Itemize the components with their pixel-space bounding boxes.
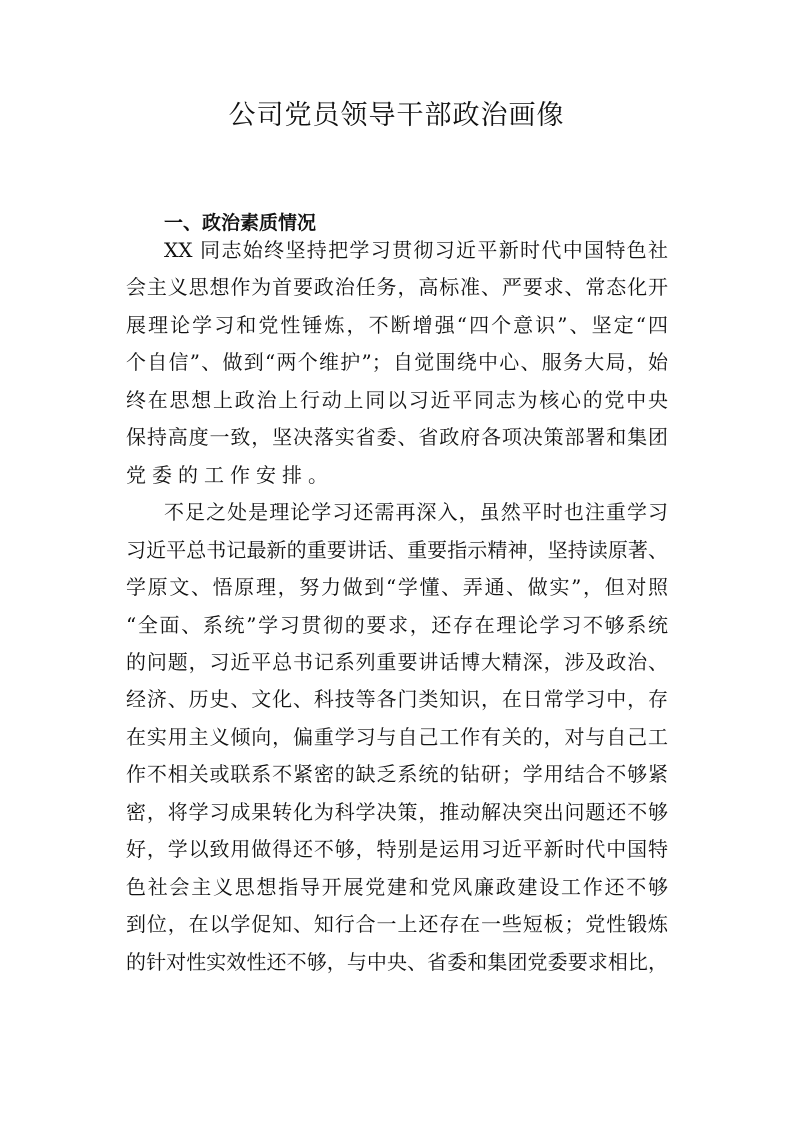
paragraph-line: 个自信”、做到“两个维护”；自觉围绕中心、服务大局，始 bbox=[126, 350, 668, 374]
paragraph-line: “全面、系统”学习贯彻的要求，还存在理论学习不够系统 bbox=[126, 613, 668, 637]
paragraph-line: 作不相关或联系不紧密的缺乏系统的钻研；学用结合不够紧 bbox=[126, 762, 668, 786]
paragraph-line: 密，将学习成果转化为科学决策，推动解决突出问题还不够 bbox=[126, 800, 668, 824]
paragraph-line: 到位，在以学促知、知行合一上还存在一些短板；党性锻炼 bbox=[126, 912, 668, 936]
paragraph-line: 不足之处是理论学习还需再深入，虽然平时也注重学习 bbox=[164, 500, 668, 524]
paragraph-line: 展理论学习和党性锤炼，不断增强“四个意识”、坚定“四 bbox=[126, 313, 668, 337]
paragraph-line: 的问题，习近平总书记系列重要讲话博大精深，涉及政治、 bbox=[126, 650, 668, 674]
paragraph-line: 会主义思想作为首要政治任务，高标准、严要求、常态化开 bbox=[126, 275, 668, 299]
paragraph-line: 党委的工作安排。 bbox=[126, 463, 334, 487]
section-heading: 一、政治素质情况 bbox=[164, 212, 317, 234]
paragraph-line: 学原文、悟原理，努力做到“学懂、弄通、做实”，但对照 bbox=[126, 575, 668, 599]
paragraph-line: 保持高度一致，坚决落实省委、省政府各项决策部署和集团 bbox=[126, 425, 668, 449]
paragraph-line: 习近平总书记最新的重要讲话、重要指示精神，坚持读原著、 bbox=[126, 538, 668, 562]
document-title: 公司党员领导干部政治画像 bbox=[228, 100, 565, 131]
paragraph-line: 在实用主义倾向，偏重学习与自己工作有关的，对与自己工 bbox=[126, 725, 668, 749]
paragraph-line: 色社会主义思想指导开展党建和党风廉政建设工作还不够 bbox=[126, 875, 668, 899]
paragraph-line: XX 同志始终坚持把学习贯彻习近平新时代中国特色社 bbox=[164, 238, 668, 262]
paragraph-line: 经济、历史、文化、科技等各门类知识，在日常学习中，存 bbox=[126, 687, 668, 711]
paragraph-line: 的针对性实效性还不够，与中央、省委和集团党委要求相比， bbox=[126, 950, 668, 974]
paragraph-line: 终在思想上政治上行动上同以习近平同志为核心的党中央 bbox=[126, 388, 668, 412]
paragraph-line: 好，学以致用做得还不够，特别是运用习近平新时代中国特 bbox=[126, 837, 668, 861]
